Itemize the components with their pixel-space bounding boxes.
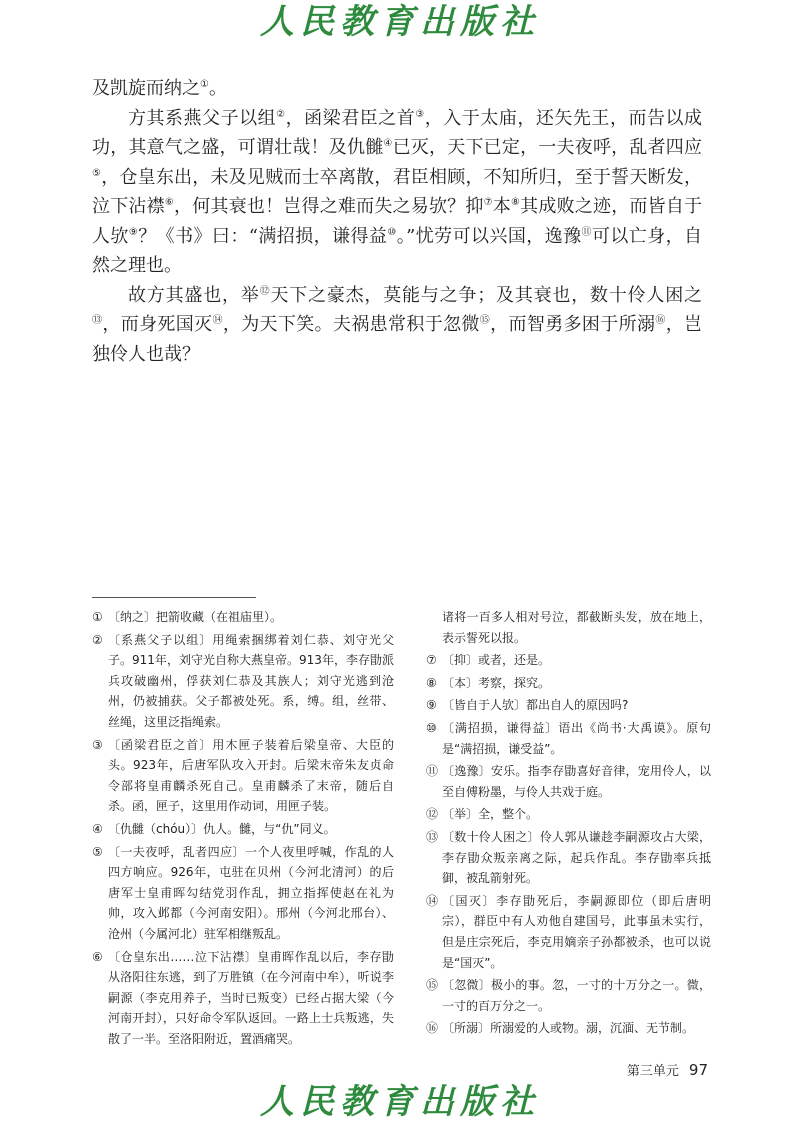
- footnote: ③ 〔函梁君臣之首〕用木匣子装着后梁皇帝、大臣的头。923年，后唐军队攻入开封。后梁末帝朱友贞命令部将皇甫麟杀死自己。皇甫麟杀了末帝，随后自杀。函，匣子，这里用作动词，用匣子装。: [92, 737, 394, 814]
- footnote: ④ 〔仇雠（chóu）〕仇人。雠，与“仇”同义。: [92, 821, 336, 836]
- main-text: [92, 74, 702, 369]
- footnote-ref-12[interactable]: ⑫: [259, 285, 271, 297]
- footnote: ⑮ 〔忽微〕极小的事。忽，一寸的十万分之一。微，一寸的百万分之一。: [426, 978, 711, 1013]
- footnote: ⑧ 〔本〕考察，探究。: [426, 675, 551, 690]
- footnote-ref-2[interactable]: ②: [276, 108, 286, 120]
- paragraph-3: 故方其盛也，举⑫天下之豪杰，莫能与之争；及其衰也，数十伶人困之⑬，而身死国灭⑭，为天下笑。夫祸患常积于忽微⑮，而智勇多困于所溺⑯，岂独伶人也哉？: [92, 284, 703, 365]
- footnote: ⑦ 〔抑〕或者，还是。: [426, 653, 551, 668]
- footnote-ref-10[interactable]: ⑩: [387, 226, 397, 238]
- paragraph-2: 方其系燕父子以组②，函梁君臣之首③，入于太庙，还矢先王，而告以成功，其意气之盛，可谓壮哉！及仇雠④已灭，天下已定，一夫夜呼，乱者四应⑤，仓皇东出，未及见贼而士卒离散，君臣相顾，不知所归，至于誓天断发，泣下沾襟⑥，何其衰也！岂得之难而失之易欤？抑⑦本⑧其成败之迹，而皆自于人欤⑨？《书》曰：“满招损，谦得益⑩。”忧劳可以兴国，逸豫⑪可以亡身，自然之理也。: [92, 107, 703, 276]
- footnote-ref-4[interactable]: ④: [383, 138, 393, 149]
- publisher-logo-header: 人民教育出版社: [260, 2, 540, 42]
- footnote: ⑯ 〔所溺〕所溺爱的人或物。溺，沉湎、无节制。: [426, 1021, 695, 1036]
- footnote-ref-15[interactable]: ⑮: [479, 315, 491, 326]
- footnote: ⑬ 〔数十伶人困之〕伶人郭从谦趁李嗣源攻占大梁，李存勖众叛亲离之际，起兵作乱。李存勖率兵抵御，被乱箭射死。: [426, 829, 711, 886]
- footnote-ref-9[interactable]: ⑨: [128, 226, 139, 238]
- paragraph-1: 及凯旋而纳之①。: [92, 78, 227, 99]
- footnote-ref-1[interactable]: ①: [200, 79, 209, 90]
- footnote: ⑨ 〔皆自于人欤〕都出自人的原因吗?: [426, 698, 629, 713]
- footnote: ⑪ 〔逸豫〕安乐。指李存勖喜好音律，宠用伶人，以至自傅粉墨，与伶人共戏于庭。: [426, 764, 711, 799]
- footnote: ⑥ 〔仓皇东出……泣下沾襟〕皇甫晖作乱以后，李存勖从洛阳往东逃，到了万胜镇（在今河南中牟），听说李嗣源（李克用养子，当时已叛变）已经占据大梁（今河南开封），只好命令军队返回。一路上士兵叛逃，失散了一半。至洛阳附近，置酒痛哭。: [92, 949, 394, 1046]
- footnote-ref-13[interactable]: ⑬: [92, 315, 103, 326]
- footnote: ① 〔纳之〕把箭收藏（在祖庙里）。: [92, 610, 283, 624]
- footnote: ⑤ 〔一夫夜呼，乱者四应〕一个人夜里呼喊，作乱的人四方响应。926年，屯驻在贝州（今河北清河）的后唐军士皇甫晖勾结党羽作乱，拥立指挥使赵在礼为帅，攻入邺都（今河南安阳）。邢州（今河北邢台）、沧州（今属河北）驻军相继叛乱。: [92, 844, 394, 941]
- footnote: ⑩ 〔满招损，谦得益〕语出《尚书·大禹谟》。原句是“满招损，谦受益”。: [426, 720, 711, 756]
- footnote-ref-3[interactable]: ③: [415, 108, 425, 120]
- footnote-ref-7[interactable]: ⑦: [483, 197, 493, 208]
- footnote-ref-14[interactable]: ⑭: [212, 315, 223, 326]
- footnote: ⑫ 〔举〕全，整个。: [426, 807, 539, 822]
- footnote-continued: 诸将一百多人相对号泣，都截断头发，放在地上，表示誓死以报。: [442, 610, 711, 645]
- page-number: 97: [688, 1061, 708, 1079]
- page-footer: [627, 1060, 708, 1079]
- footnote: ⑭ 〔国灭〕李存勖死后，李嗣源即位（即后唐明宗），群臣中有人劝他自建国号，此事虽未实行，但是庄宗死后，李克用嫡亲子孙都被杀，也可以说是“国灭”。: [426, 893, 711, 970]
- footnote: ② 〔系燕父子以组〕用绳索捆绑着刘仁恭、刘守光父子。911年，刘守光自称大燕皇帝。913年，李存勖派兵攻破幽州，俘获刘仁恭及其族人；刘守光逃到沧州，仍被捕获。父子都被处死。系，缚。组，丝带、丝绳，这里泛指绳索。: [92, 632, 394, 729]
- footnotes-left-column: [92, 607, 394, 1051]
- footnote-ref-8[interactable]: ⑧: [510, 197, 521, 208]
- footnote-ref-6[interactable]: ⑥: [164, 197, 175, 208]
- publisher-logo-footer: 人民教育出版社: [260, 1082, 540, 1122]
- footnote-divider: [92, 597, 256, 598]
- footnote-ref-16[interactable]: ⑯: [655, 315, 666, 326]
- footnote-ref-5[interactable]: ⑤: [92, 167, 102, 179]
- unit-label: 第三单元: [626, 1064, 679, 1079]
- footnotes-right-column: [426, 607, 711, 1041]
- footnote-ref-11[interactable]: ⑪: [581, 226, 592, 238]
